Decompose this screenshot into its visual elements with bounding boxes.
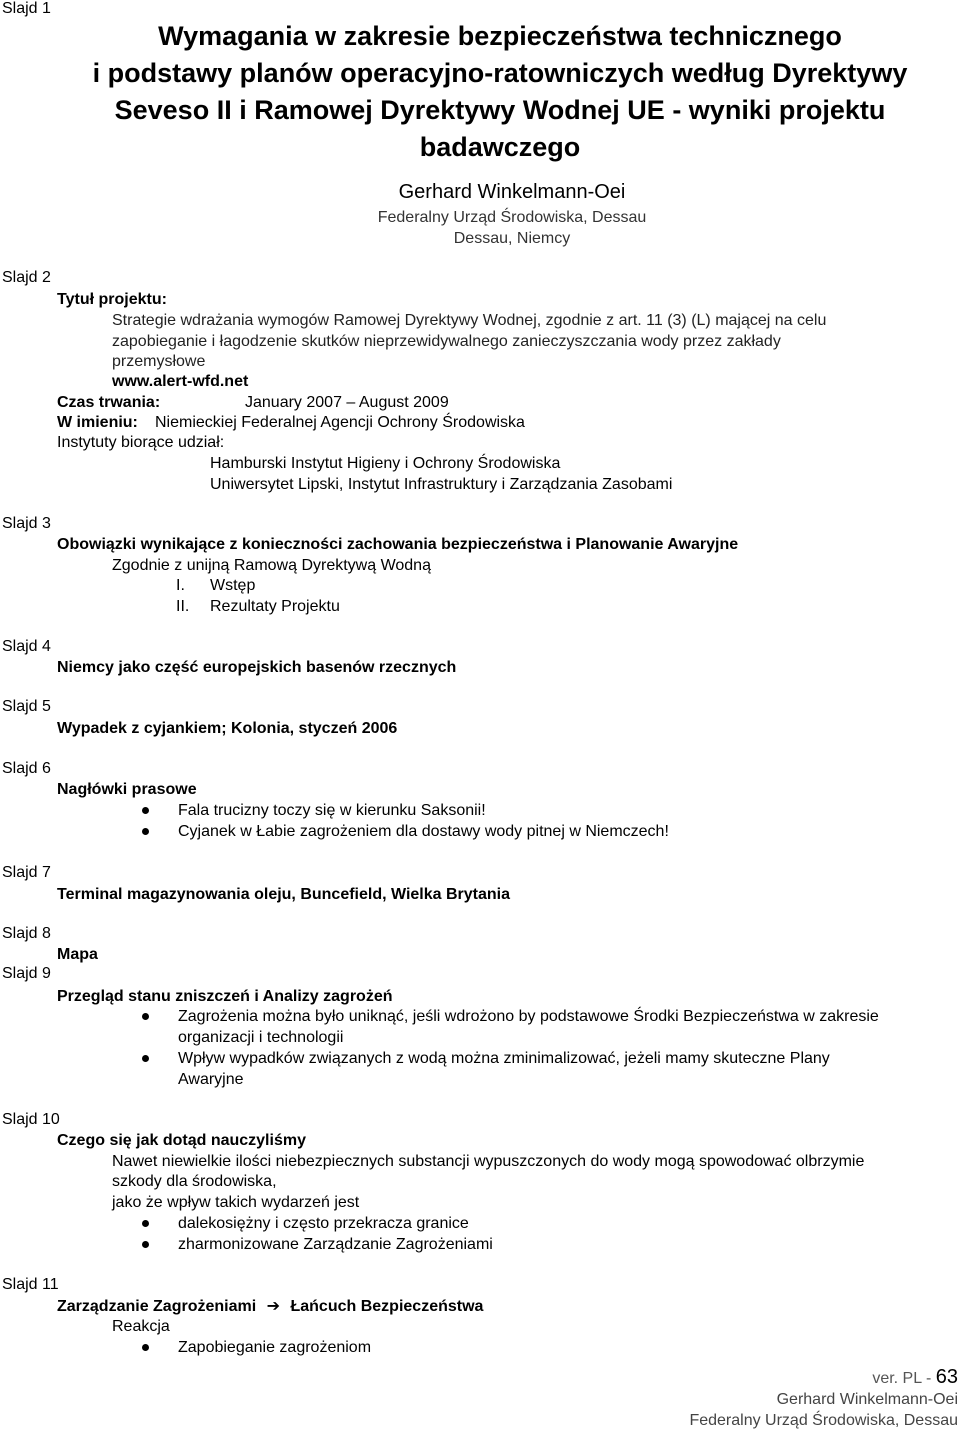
version-label: ver. PL -: [872, 1370, 932, 1387]
list-number: II.: [176, 598, 190, 615]
bullet-icon: [142, 1220, 149, 1227]
slide-7-heading: Terminal magazynowania oleju, Buncefield, Wielka Brytania: [57, 886, 511, 903]
list-item: Wstęp: [210, 577, 256, 594]
duration-value: January 2007 – August 2009: [245, 394, 449, 411]
author-institution: Federalny Urząd Środowiska, Dessau: [377, 209, 647, 226]
slide-2-heading: Tytuł projektu:: [57, 291, 167, 308]
bullet-icon: [142, 807, 149, 814]
bullet-item: Zapobieganie zagrożeniom: [178, 1339, 372, 1356]
bullet-item: zharmonizowane Zarządzanie Zagrożeniami: [178, 1236, 493, 1253]
slide-10-text-line: jako że wpływ takich wydarzeń jest: [112, 1194, 360, 1211]
bullet-item: dalekosiężny i często przekracza granice: [178, 1215, 469, 1232]
slide-9-label: Slajd 9: [2, 965, 51, 982]
bullet-item: Fala trucizny toczy się w kierunku Saksonii!: [178, 802, 486, 819]
bullet-item-line: Awaryjne: [178, 1071, 244, 1088]
slide-3-heading: Obowiązki wynikające z konieczności zachowania bezpieczeństwa i Planowanie Awaryjne: [57, 536, 739, 553]
slide-11-heading: [57, 1297, 483, 1317]
project-desc-line-2: zapobieganie i łagodzenie skutków nieprzewidywalnego zanieczyszczania wody przez zakłady: [112, 333, 781, 350]
slide-11-heading-left: Zarządzanie Zagrożeniami: [57, 1298, 257, 1315]
slide-4-label: Slajd 4: [2, 638, 51, 655]
slide-8-heading: Mapa: [57, 946, 98, 963]
slide-5-label: Slajd 5: [2, 698, 51, 715]
slide-3-label: Slajd 3: [2, 515, 51, 532]
institutes-label: Instytuty biorące udział:: [57, 434, 225, 451]
slide-8-label: Slajd 8: [2, 925, 51, 942]
slide-5-heading: Wypadek z cyjankiem; Kolonia, styczeń 2006: [57, 720, 398, 737]
slide-4-heading: Niemcy jako część europejskich basenów rzecznych: [57, 659, 457, 676]
bullet-icon: [142, 1055, 149, 1062]
slide-6-label: Slajd 6: [2, 760, 51, 777]
title-line-4: badawczego: [419, 132, 581, 162]
title-line-3: Seveso II i Ramowej Dyrektywy Wodnej UE - wyniki projektu: [114, 95, 886, 125]
bullet-item-line: organizacji i technologii: [178, 1029, 344, 1046]
slide-7-label: Slajd 7: [2, 864, 51, 881]
institute-item: Uniwersytet Lipski, Instytut Infrastruktury i Zarządzania Zasobami: [210, 476, 673, 493]
slide-1-label: Slajd 1: [2, 0, 51, 17]
list-item: Rezultaty Projektu: [210, 598, 340, 615]
slide-10-text-line: szkody dla środowiska,: [112, 1173, 277, 1190]
bullet-icon: [142, 1344, 149, 1351]
bullet-icon: [142, 828, 149, 835]
duration-label: Czas trwania:: [57, 394, 161, 411]
slide-11-label: Slajd 11: [2, 1276, 59, 1293]
footer-author: Gerhard Winkelmann-Oei: [776, 1391, 958, 1408]
slide-11-heading-right: Łańcuch Bezpieczeństwa: [290, 1298, 484, 1315]
arrow-right-icon: ➔: [266, 1298, 281, 1315]
slide-10-label: Slajd 10: [2, 1111, 60, 1128]
slide-11-subheading: Reakcja: [112, 1318, 170, 1335]
list-number: I.: [176, 577, 185, 594]
slide-9-heading: Przegląd stanu zniszczeń i Analizy zagrożeń: [57, 988, 393, 1005]
document-title: [60, 18, 940, 166]
project-url[interactable]: www.alert-wfd.net: [112, 373, 249, 390]
title-line-2: i podstawy planów operacyjno-ratowniczych według Dyrektywy: [92, 58, 908, 88]
slide-10-heading: Czego się jak dotąd nauczyliśmy: [57, 1132, 306, 1149]
slide-10-text-line: Nawet niewielkie ilości niebezpiecznych substancji wypuszczonych do wody mogą spowodować olbrzymie: [112, 1153, 865, 1170]
bullet-item-line: Zagrożenia można było uniknąć, jeśli wdrożono by podstawowe Środki Bezpieczeństwa w zakresie: [178, 1008, 879, 1025]
page-number-line: [872, 1366, 958, 1389]
bullet-item: Cyjanek w Łabie zagrożeniem dla dostawy wody pitnej w Niemczech!: [178, 823, 669, 840]
author-name: Gerhard Winkelmann-Oei: [398, 181, 626, 203]
title-line-1: Wymagania w zakresie bezpieczeństwa technicznego: [158, 21, 842, 51]
page-number: 63: [935, 1366, 958, 1388]
project-desc-line-1: Strategie wdrażania wymogów Ramowej Dyrektywy Wodnej, zgodnie z art. 11 (3) (L) mającej na celu: [112, 312, 827, 329]
project-desc-line-3: przemysłowe: [112, 353, 206, 370]
slide-3-subheading: Zgodnie z unijną Ramową Dyrektywą Wodną: [112, 557, 431, 574]
institute-item: Hamburski Instytut Higieny i Ochrony Środowiska: [210, 455, 561, 472]
behalf-value: Niemieckiej Federalnej Agencji Ochrony Środowiska: [155, 414, 525, 431]
bullet-icon: [142, 1241, 149, 1248]
behalf-label: W imieniu:: [57, 414, 138, 431]
author-location: Dessau, Niemcy: [453, 230, 571, 247]
bullet-icon: [142, 1013, 149, 1020]
slide-2-label: Slajd 2: [2, 269, 51, 286]
slide-6-heading: Nagłówki prasowe: [57, 781, 197, 798]
footer-institution: Federalny Urząd Środowiska, Dessau: [689, 1412, 958, 1429]
bullet-item-line: Wpływ wypadków związanych z wodą można zminimalizować, jeżeli mamy skuteczne Plany: [178, 1050, 830, 1067]
